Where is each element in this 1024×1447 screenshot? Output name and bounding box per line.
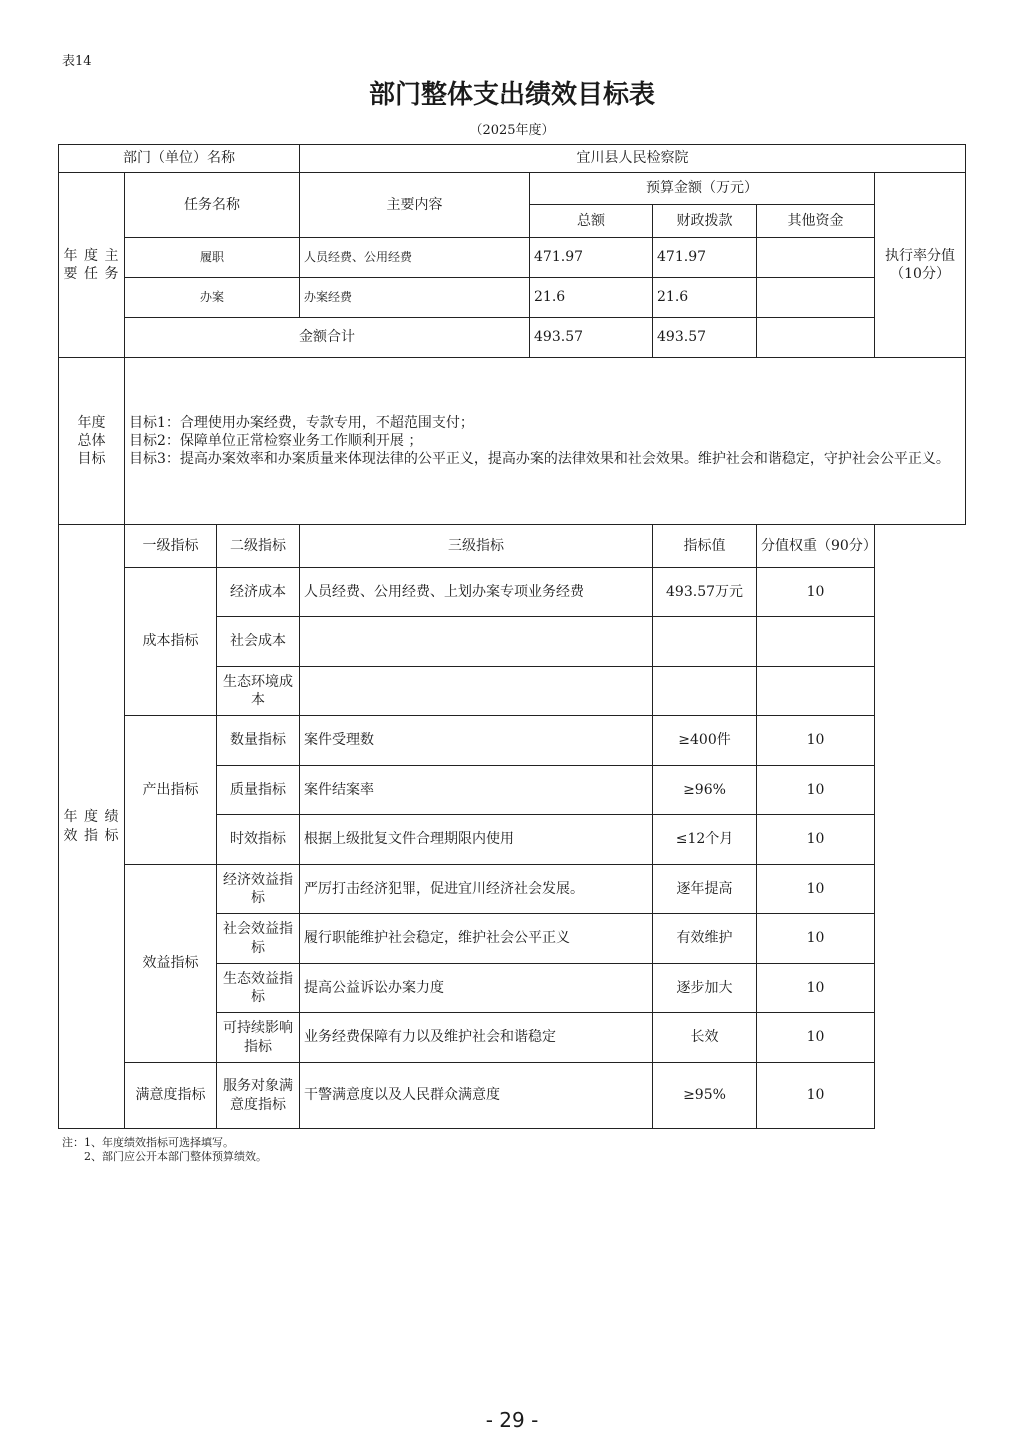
goals-label: 年度总体目标 xyxy=(59,358,125,525)
indicator-weight: 10 xyxy=(757,815,875,865)
level3-indicator: 提高公益诉讼办案力度 xyxy=(300,964,653,1013)
budget-total-header: 总额 xyxy=(530,205,653,238)
level2-indicator: 生态效益指标 xyxy=(217,964,300,1013)
footnotes xyxy=(62,1136,267,1164)
level3-indicator xyxy=(300,617,653,667)
dept-name: 宜川县人民检察院 xyxy=(300,145,966,173)
indicator-value xyxy=(653,617,757,667)
level3-indicator: 人员经费、公用经费、上划办案专项业务经费 xyxy=(300,568,653,617)
task-fiscal: 21.6 xyxy=(653,278,757,318)
indicator-weight: 10 xyxy=(757,716,875,766)
indicator-weight: 10 xyxy=(757,865,875,914)
indicator-weight xyxy=(757,667,875,716)
weight-header: 分值权重（90分） xyxy=(757,525,875,568)
level2-indicator: 时效指标 xyxy=(217,815,300,865)
level1-indicator: 产出指标 xyxy=(125,716,217,865)
budget-fiscal-header: 财政拨款 xyxy=(653,205,757,238)
sum-label: 金额合计 xyxy=(125,318,530,358)
task-total: 21.6 xyxy=(530,278,653,318)
level2-indicator: 经济效益指标 xyxy=(217,865,300,914)
goal-line: 目标3：提高办案效率和办案质量来体现法律的公平正义，提高办案的法律效果和社会效果。维护社会和谐稳定，守护社会公平正义。 xyxy=(129,451,950,467)
budget-other-header: 其他资金 xyxy=(757,205,875,238)
task-content: 人员经费、公用经费 xyxy=(300,238,530,278)
indicators-section-label: 年 度 绩 效 指 标 xyxy=(59,525,125,1129)
sum-fiscal: 493.57 xyxy=(653,318,757,358)
indicator-weight: 10 xyxy=(757,914,875,964)
task-content: 办案经费 xyxy=(300,278,530,318)
level2-indicator: 社会效益指标 xyxy=(217,914,300,964)
task-fiscal: 471.97 xyxy=(653,238,757,278)
level2-indicator: 可持续影响指标 xyxy=(217,1013,300,1063)
level3-indicator: 严厉打击经济犯罪，促进宜川经济社会发展。 xyxy=(300,865,653,914)
goals-content xyxy=(125,358,966,525)
indicator-weight: 10 xyxy=(757,1013,875,1063)
level2-indicator: 服务对象满意度指标 xyxy=(217,1063,300,1129)
indicator-value: ≥96% xyxy=(653,766,757,815)
page-title: 部门整体支出绩效目标表 xyxy=(368,80,655,110)
level2-indicator: 质量指标 xyxy=(217,766,300,815)
level3-indicator: 履行职能维护社会稳定，维护社会公平正义 xyxy=(300,914,653,964)
task-name-header: 任务名称 xyxy=(125,173,300,238)
goal-line: 目标1：合理使用办案经费，专款专用，不超范围支付； xyxy=(129,415,474,431)
task-other xyxy=(757,278,875,318)
level1-header: 一级指标 xyxy=(125,525,217,568)
indicator-weight: 10 xyxy=(757,964,875,1013)
footnote: 注：1、年度绩效指标可选择填写。 xyxy=(62,1136,234,1149)
indicator-value: ≥400件 xyxy=(653,716,757,766)
level2-indicator: 生态环境成本 xyxy=(217,667,300,716)
level3-indicator: 根据上级批复文件合理期限内使用 xyxy=(300,815,653,865)
fiscal-year: （2025年度） xyxy=(469,123,555,138)
performance-target-table xyxy=(58,144,966,1129)
goal-line: 目标2：保障单位正常检察业务工作顺利开展 ； xyxy=(129,433,423,449)
level2-indicator: 社会成本 xyxy=(217,617,300,667)
indicator-value: 有效维护 xyxy=(653,914,757,964)
table-number: 表14 xyxy=(62,54,92,69)
exec-score-header: 执行率分值（10分） xyxy=(875,173,966,358)
indicator-weight xyxy=(757,617,875,667)
value-header: 指标值 xyxy=(653,525,757,568)
page-number: - 29 - xyxy=(485,1408,539,1432)
dept-label: 部门（单位）名称 xyxy=(59,145,300,173)
level2-indicator: 数量指标 xyxy=(217,716,300,766)
task-other xyxy=(757,238,875,278)
indicator-value: 493.57万元 xyxy=(653,568,757,617)
indicator-value: 逐步加大 xyxy=(653,964,757,1013)
sum-total: 493.57 xyxy=(530,318,653,358)
indicator-value: 长效 xyxy=(653,1013,757,1063)
indicator-weight: 10 xyxy=(757,766,875,815)
level3-indicator: 案件结案率 xyxy=(300,766,653,815)
footnote: 2、部门应公开本部门整体预算绩效。 xyxy=(84,1150,267,1163)
indicator-value: ≤12个月 xyxy=(653,815,757,865)
indicator-value: ≥95% xyxy=(653,1063,757,1129)
sum-other xyxy=(757,318,875,358)
level1-indicator: 效益指标 xyxy=(125,865,217,1063)
level2-header: 二级指标 xyxy=(217,525,300,568)
level1-indicator: 成本指标 xyxy=(125,568,217,716)
indicator-weight: 10 xyxy=(757,568,875,617)
budget-header: 预算金额（万元） xyxy=(530,173,875,205)
level1-indicator: 满意度指标 xyxy=(125,1063,217,1129)
indicator-weight: 10 xyxy=(757,1063,875,1129)
level3-indicator: 干警满意度以及人民群众满意度 xyxy=(300,1063,653,1129)
tasks-section-label: 年 度 主 要 任 务 xyxy=(59,173,125,358)
indicator-value: 逐年提高 xyxy=(653,865,757,914)
indicator-value xyxy=(653,667,757,716)
level3-indicator: 业务经费保障有力以及维护社会和谐稳定 xyxy=(300,1013,653,1063)
level3-indicator: 案件受理数 xyxy=(300,716,653,766)
level3-indicator xyxy=(300,667,653,716)
task-content-header: 主要内容 xyxy=(300,173,530,238)
task-name: 履职 xyxy=(125,238,300,278)
level3-header: 三级指标 xyxy=(300,525,653,568)
task-total: 471.97 xyxy=(530,238,653,278)
task-name: 办案 xyxy=(125,278,300,318)
level2-indicator: 经济成本 xyxy=(217,568,300,617)
